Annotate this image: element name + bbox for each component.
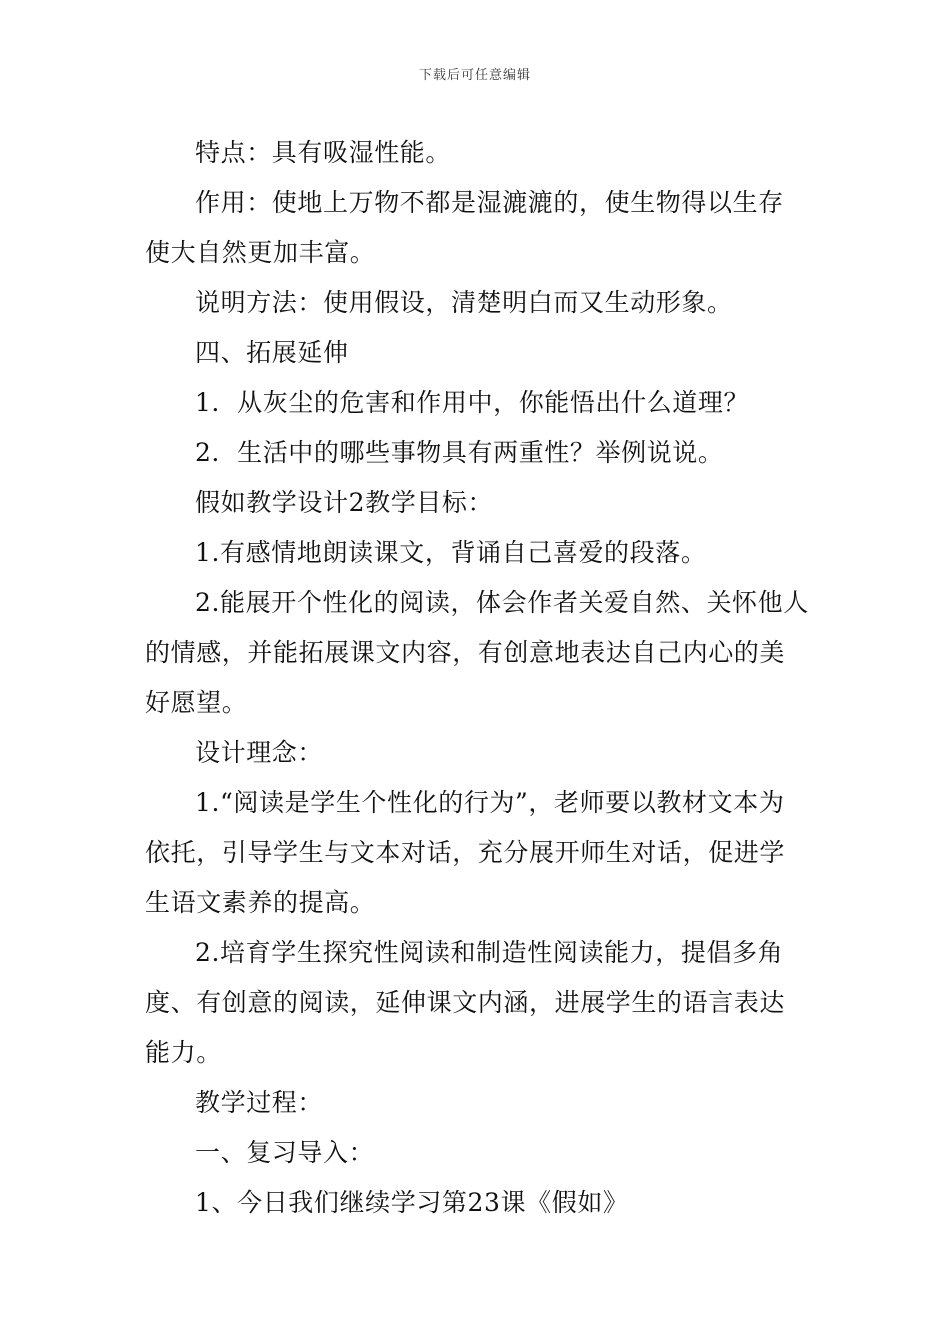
section-heading-extension: 四、拓展延伸 <box>195 338 349 367</box>
document-body <box>145 128 809 1228</box>
concept-item-2: 2.培育学生探究性阅读和制造性阅读能力，提倡多角度、有创意的阅读，延伸课文内涵，进展学生的语言表达能力。 <box>145 938 786 1067</box>
section-heading-review: 一、复习导入： <box>195 1138 375 1167</box>
section-heading-process: 教学过程： <box>195 1088 324 1117</box>
page-header: 下载后可任意编辑 <box>418 68 531 83</box>
question-item-2: 2．生活中的哪些事物具有两重性？举例说说。 <box>195 438 724 467</box>
paragraph-method: 说明方法：使用假设，清楚明白而又生动形象。 <box>195 288 733 317</box>
question-item-1: 1．从灰尘的危害和作用中，你能悟出什么道理？ <box>195 388 750 417</box>
goal-item-2: 2.能展开个性化的阅读，体会作者关爱自然、关怀他人的情感，并能拓展课文内容，有创意地表达自己内心的美好愿望。 <box>145 588 809 717</box>
paragraph-feature: 特点：具有吸湿性能。 <box>195 138 452 167</box>
process-item-1: 1、今日我们继续学习第23课《假如》 <box>195 1188 629 1217</box>
paragraph-function: 作用：使地上万物不都是湿漉漉的，使生物得以生存使大自然更加丰富。 <box>145 188 784 267</box>
section-heading-concept: 设计理念： <box>195 738 324 767</box>
concept-item-1: 1.“阅读是学生个性化的行为”，老师要以教材文本为依托，引导学生与文本对话，充分展开师生对话，促进学生语文素养的提高。 <box>145 788 786 917</box>
goal-item-1: 1.有感情地朗读课文，背诵自己喜爱的段落。 <box>195 538 707 567</box>
section-heading-goals: 假如教学设计2教学目标： <box>195 488 494 517</box>
